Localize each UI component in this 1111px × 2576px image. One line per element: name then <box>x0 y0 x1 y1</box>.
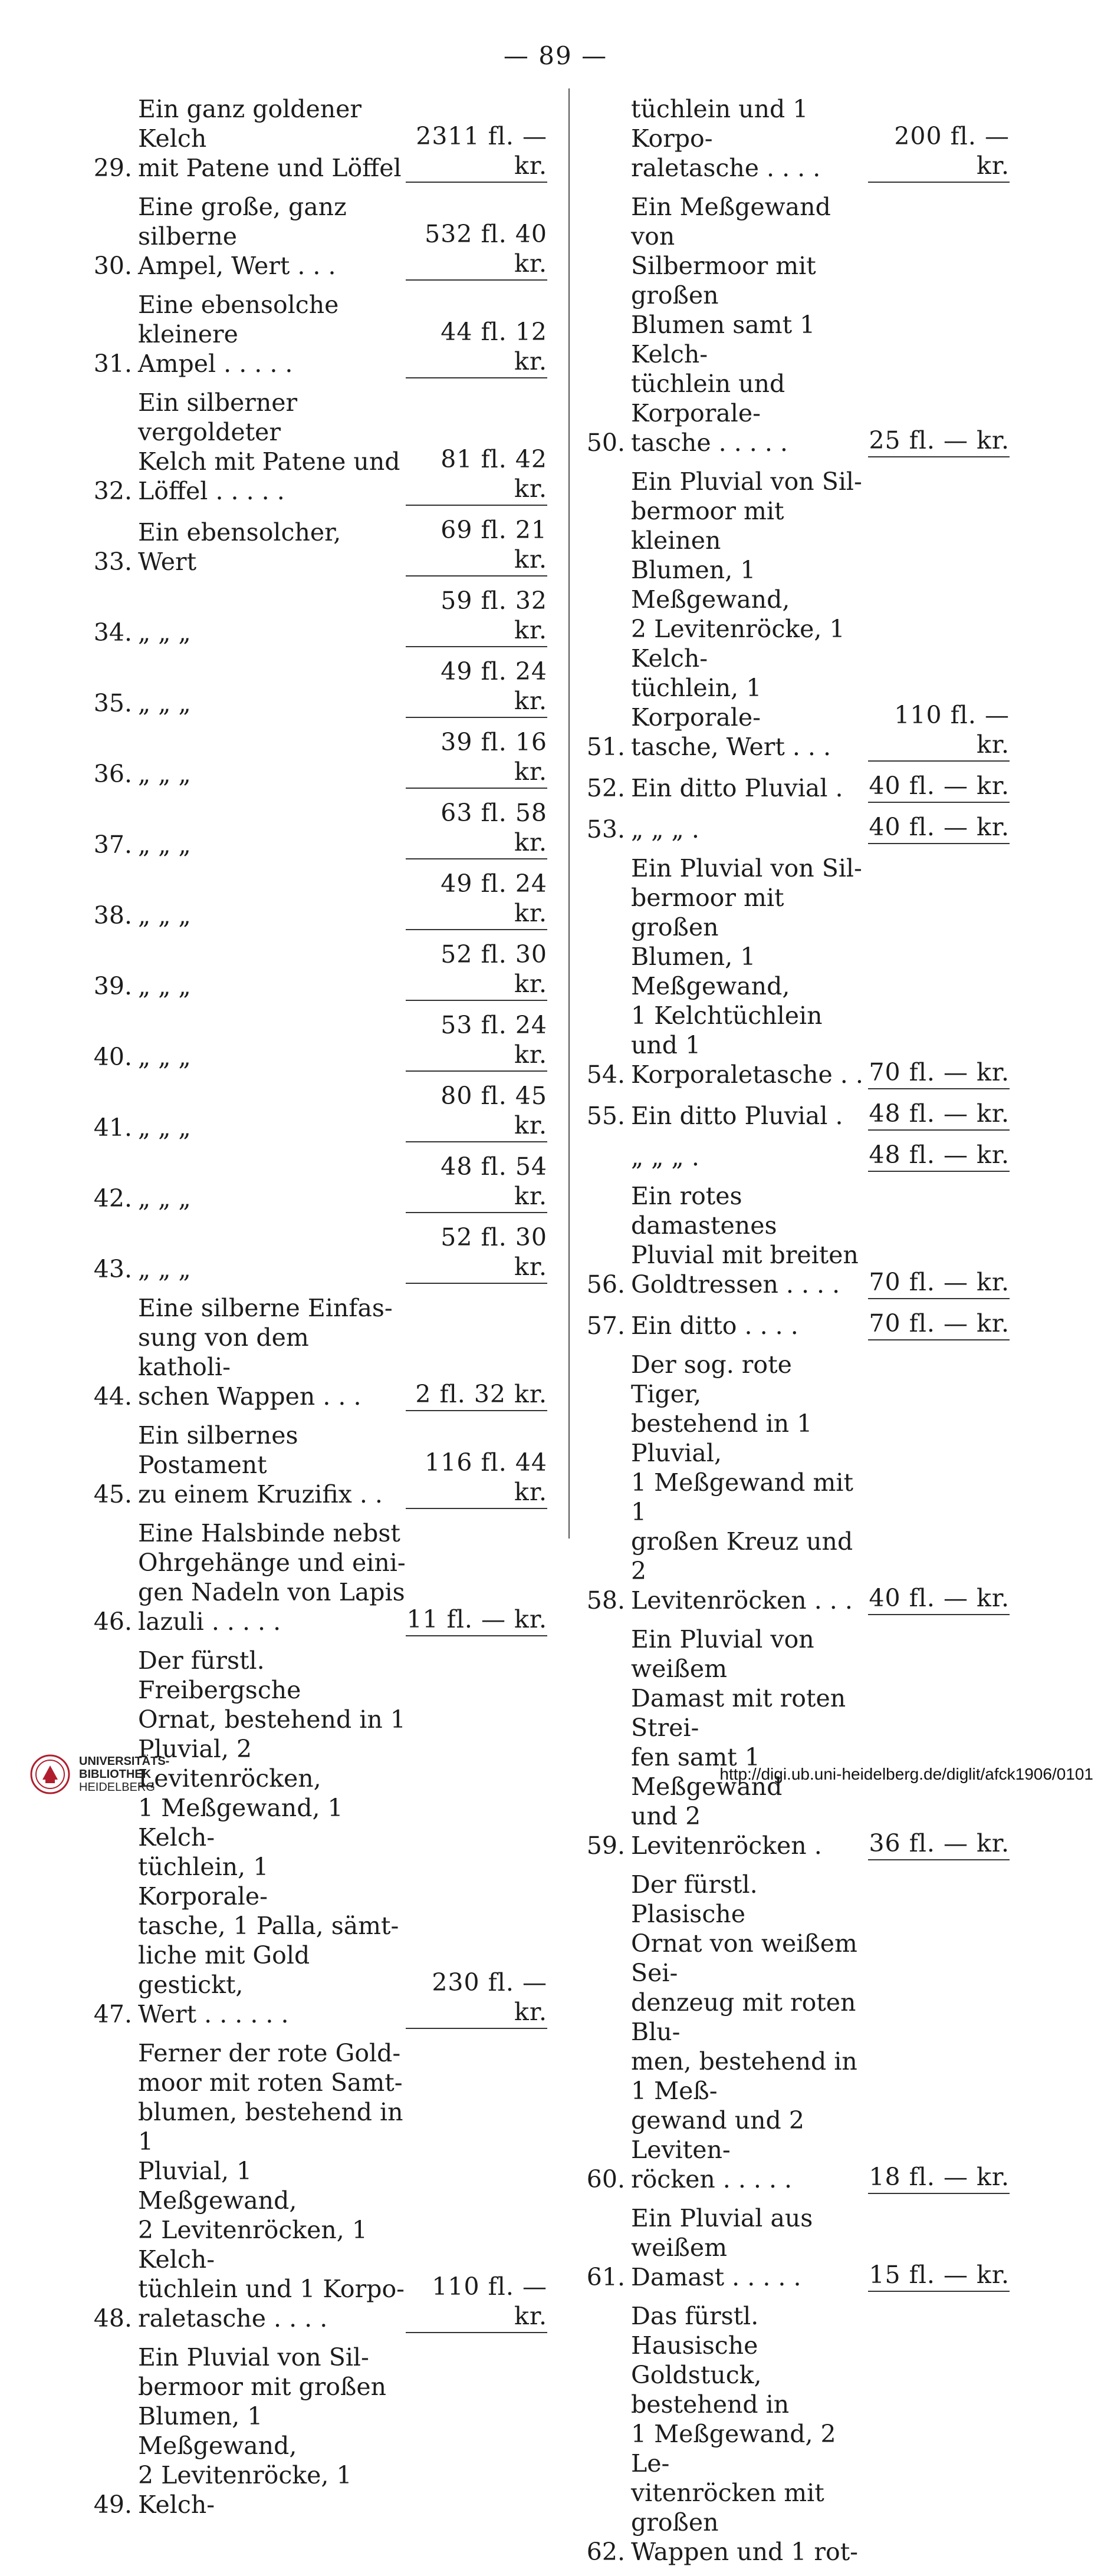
entry-price: 36 fl. — kr. <box>868 1829 1010 1860</box>
logo-line-3: HEIDELBERG <box>79 1781 155 1794</box>
inventory-entry <box>88 1223 547 1284</box>
entry-description: „ „ „ <box>138 689 191 717</box>
inventory-entry <box>88 192 547 281</box>
entry-price: 25 fl. — kr. <box>868 426 1010 457</box>
entry-description: „ „ „ <box>138 1043 191 1071</box>
entry-description: Der sog. rote Tiger, bestehend in 1 Pluvial, 1 Meßgewand mit 1 großen Kreuz und 2 Levitenröcken . . . <box>631 1350 853 1615</box>
entry-number: 48. <box>93 2304 132 2333</box>
entry-price: 69 fl. 21 kr. <box>406 515 547 577</box>
entry-price: 52 fl. 30 kr. <box>406 940 547 1001</box>
entry-description: „ „ „ <box>138 1255 191 1283</box>
entry-number: 52. <box>586 774 625 802</box>
entry-description: Ein ganz goldener Kelch mit Patene und Löffel <box>138 95 402 182</box>
library-logo[interactable] <box>29 1745 206 1804</box>
logo-line-1: UNIVERSITÄTS- <box>79 1755 170 1768</box>
logo-line-2: BIBLIOTHEK <box>79 1768 152 1781</box>
entry-number: 33. <box>93 548 132 576</box>
entry-number: 31. <box>93 350 132 378</box>
entry-price: 70 fl. — kr. <box>868 1309 1010 1340</box>
inventory-entry <box>88 1646 547 2029</box>
entry-number: 55. <box>586 1102 625 1130</box>
entry-number: 53. <box>586 815 625 844</box>
inventory-entry <box>88 515 547 577</box>
entry-price: 70 fl. — kr. <box>868 1267 1010 1299</box>
right-column <box>566 94 1010 2576</box>
left-column <box>88 94 547 2529</box>
entry-description: „ „ „ <box>138 1184 191 1213</box>
inventory-entry <box>88 586 547 647</box>
entry-price: 53 fl. 24 kr. <box>406 1010 547 1072</box>
entry-description: Das fürstl. Hausische Goldstuck, bestehend in 1 Meßgewand, 2 Le- vitenröcken mit großen Wappen und 1 rot- <box>631 2302 859 2566</box>
entry-description: Ein ditto . . . . <box>631 1312 798 1340</box>
page-number: — 89 — <box>503 41 608 70</box>
entry-price: 44 fl. 12 kr. <box>406 317 547 378</box>
entry-description: „ „ „ <box>138 831 191 859</box>
entry-number: 35. <box>93 689 132 717</box>
entry-price: 40 fl. — kr. <box>868 812 1010 844</box>
entry-description: „ „ „ <box>138 618 191 647</box>
entry-price: 80 fl. 45 kr. <box>406 1081 547 1142</box>
entry-description: Ein rotes damastenes Pluvial mit breiten Goldtressen . . . . <box>631 1182 859 1299</box>
inventory-entry <box>566 2301 1010 2567</box>
inventory-entry <box>566 94 1010 183</box>
entry-number: 45. <box>93 1480 132 1508</box>
entry-price: 110 fl. — kr. <box>406 2272 547 2333</box>
entry-number: 57. <box>586 1312 625 1340</box>
entry-number: 44. <box>93 1382 132 1411</box>
inventory-entry <box>566 1309 1010 1340</box>
entry-description: „ „ „ <box>138 1114 191 1142</box>
entry-price: 11 fl. — kr. <box>406 1605 547 1636</box>
entry-price: 59 fl. 32 kr. <box>406 586 547 647</box>
entry-price: 48 fl. — kr. <box>868 1099 1010 1131</box>
entry-number: 43. <box>93 1255 132 1283</box>
entry-description: Eine ebensolche kleinere Ampel . . . . . <box>138 291 339 378</box>
inventory-entry <box>566 1099 1010 1131</box>
inventory-entry <box>566 1140 1010 1172</box>
entry-number: 61. <box>586 2263 625 2291</box>
entry-price: 40 fl. — kr. <box>868 771 1010 803</box>
inventory-entry <box>88 94 547 183</box>
entry-description: Ein Pluvial von Sil- bermoor mit großen Blumen, 1 Meßgewand, 1 Kelchtüchlein und 1 Korporaletasche . . <box>631 854 863 1089</box>
inventory-entry <box>566 1625 1010 1860</box>
entry-number: 29. <box>93 154 132 182</box>
entry-description: tüchlein und 1 Korpo- raletasche . . . . <box>631 95 821 182</box>
entry-price: 48 fl. — kr. <box>868 1140 1010 1172</box>
inventory-entry <box>566 1870 1010 2194</box>
entry-number: 36. <box>93 760 132 788</box>
entry-price: 81 fl. 42 kr. <box>406 444 547 506</box>
library-seal-icon <box>29 1754 71 1795</box>
entry-description: „ „ „ <box>138 972 191 1000</box>
entry-description: Ein ebensolcher, Wert <box>138 518 341 576</box>
inventory-entry <box>88 727 547 789</box>
entry-description: Ein Meßgewand von Silbermoor mit großen Blumen samt 1 Kelch- tüchlein und Korporale- tasche . . . . . <box>631 193 831 457</box>
entry-number: 41. <box>93 1114 132 1142</box>
entry-number: 37. <box>93 831 132 859</box>
entry-description: Ein Pluvial von Sil- bermoor mit kleinen Blumen, 1 Meßgewand, 2 Levitenröcke, 1 Kelch- tüchlein, 1 Korporale- tasche, Wert . . . <box>631 467 862 761</box>
entry-number: 49. <box>93 2491 132 2519</box>
entry-description: Ein ditto Pluvial . <box>631 1102 843 1130</box>
entry-price <box>406 2518 547 2519</box>
entry-price: 116 fl. 44 kr. <box>406 1448 547 1509</box>
entry-description: Eine silberne Einfas- sung von dem katholi- schen Wappen . . . <box>138 1294 393 1411</box>
inventory-entry <box>88 1293 547 1411</box>
entry-number: 39. <box>93 972 132 1000</box>
entry-number: 47. <box>93 2000 132 2028</box>
inventory-entry <box>88 657 547 718</box>
entry-description: „ „ „ <box>138 901 191 930</box>
entry-price: 49 fl. 24 kr. <box>406 657 547 718</box>
entry-price <box>868 2565 1010 2567</box>
entry-price: 18 fl. — kr. <box>868 2162 1010 2194</box>
inventory-entry <box>88 869 547 930</box>
entry-price: 2311 fl. — kr. <box>406 121 547 183</box>
entry-description: Ein Pluvial von Sil- bermoor mit großen Blumen, 1 Meßgewand, 2 Levitenröcke, 1 Kelch- <box>138 2343 387 2519</box>
inventory-entry <box>88 2038 547 2333</box>
inventory-entry <box>88 1010 547 1072</box>
entry-price: 15 fl. — kr. <box>868 2260 1010 2292</box>
inventory-entry <box>566 1181 1010 1299</box>
inventory-entry <box>566 192 1010 457</box>
entry-price: 48 fl. 54 kr. <box>406 1152 547 1213</box>
entry-description: „ „ „ . <box>631 815 699 844</box>
entry-description: Der fürstl. Freibergsche Ornat, bestehend in 1 Pluvial, 2 Levitenröcken, 1 Meßgewand, 1 Kelch- tüchlein, 1 Korporale- tasche, 1 Palla, sämt- liche mit Gold gestickt, Wert . . . . . . <box>138 1646 406 2028</box>
entry-description: Ferner der rote Gold- moor mit roten Samt- blumen, bestehend in 1 Pluvial, 1 Meßgewand, 2 Levitenröcken, 1 Kelch- tüchlein und 1 Korpo- raletasche . . . . <box>138 2039 405 2333</box>
inventory-entry <box>88 940 547 1001</box>
entry-price: 39 fl. 16 kr. <box>406 727 547 789</box>
inventory-entry <box>566 771 1010 803</box>
source-url-link[interactable]: http://digi.ub.uni-heidelberg.de/diglit/afck1906/0101 <box>719 1765 1093 1783</box>
entry-description: Eine große, ganz silberne Ampel, Wert . . . <box>138 193 347 280</box>
inventory-entry <box>566 854 1010 1089</box>
entry-number: 40. <box>93 1043 132 1071</box>
footer <box>0 1745 1111 1814</box>
entry-description: Ein ditto Pluvial . <box>631 774 843 802</box>
entry-description: Der fürstl. Plasische Ornat von weißem Sei- denzeug mit roten Blu- men, bestehend in 1 Meß- gewand und 2 Leviten- röcken . . . . . <box>631 1870 857 2193</box>
entry-number: 38. <box>93 901 132 930</box>
entry-description: Ein Pluvial aus weißem Damast . . . . . <box>631 2204 813 2291</box>
inventory-entry <box>566 2203 1010 2292</box>
entry-number: 42. <box>93 1184 132 1213</box>
entry-number: 30. <box>93 252 132 280</box>
entry-description: „ „ „ <box>138 760 191 788</box>
inventory-entry <box>88 1081 547 1142</box>
entry-price: 532 fl. 40 kr. <box>406 219 547 281</box>
entry-number: 54. <box>586 1060 625 1089</box>
inventory-entry <box>88 2343 547 2519</box>
entry-number: 56. <box>586 1270 625 1299</box>
inventory-entry <box>88 798 547 859</box>
inventory-entry <box>88 1518 547 1636</box>
entry-number: 59. <box>586 1831 625 1860</box>
entry-price: 63 fl. 58 kr. <box>406 798 547 859</box>
entry-number: 34. <box>93 618 132 647</box>
entry-number: 60. <box>586 2165 625 2193</box>
entry-price: 200 fl. — kr. <box>868 121 1010 183</box>
entry-number: 46. <box>93 1607 132 1636</box>
inventory-entry <box>88 290 547 378</box>
entry-number: 50. <box>586 429 625 457</box>
entry-number: 58. <box>586 1586 625 1615</box>
entry-price: 40 fl. — kr. <box>868 1583 1010 1615</box>
entry-number: 32. <box>93 477 132 505</box>
entry-number: 62. <box>586 2538 625 2566</box>
entry-number: 51. <box>586 733 625 761</box>
inventory-entry <box>88 388 547 506</box>
inventory-entry <box>88 1421 547 1509</box>
entry-price: 110 fl. — kr. <box>868 700 1010 762</box>
entry-price: 52 fl. 30 kr. <box>406 1223 547 1284</box>
entry-description: Eine Halsbinde nebst Ohrgehänge und eini- gen Nadeln von Lapis lazuli . . . . . <box>138 1519 406 1636</box>
entry-description: „ „ „ . <box>631 1143 699 1171</box>
inventory-entry <box>566 812 1010 844</box>
entry-price: 70 fl. — kr. <box>868 1058 1010 1089</box>
entry-price: 230 fl. — kr. <box>406 1968 547 2029</box>
entry-price: 2 fl. 32 kr. <box>406 1379 547 1411</box>
inventory-entry <box>566 1350 1010 1615</box>
inventory-entry <box>566 467 1010 762</box>
entry-description: Ein silberner vergoldeter Kelch mit Patene und Löffel . . . . . <box>138 388 400 505</box>
inventory-entry <box>88 1152 547 1213</box>
entry-description: Ein Pluvial von weißem Damast mit roten Strei- fen samt 1 Meßgewand und 2 Levitenröcken . <box>631 1625 846 1860</box>
entry-price: 49 fl. 24 kr. <box>406 869 547 930</box>
entry-description: Ein silbernes Postament zu einem Kruzifix . . <box>138 1421 383 1508</box>
